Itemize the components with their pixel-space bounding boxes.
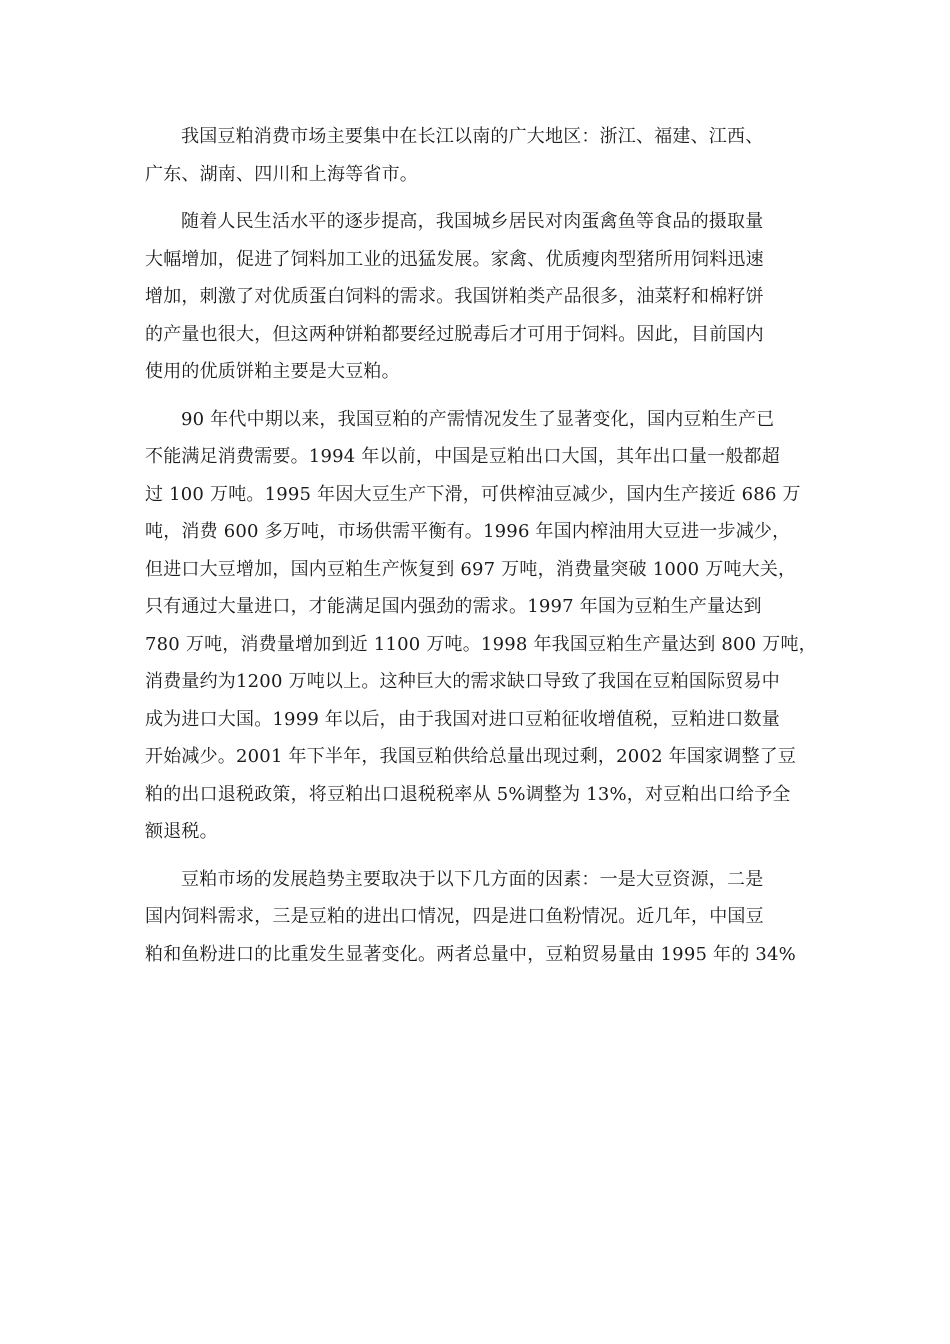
text-line: 广东、湖南、四川和上海等省市。 (145, 163, 418, 185)
text-line: 开始减少。2001 年下半年，我国豆粕供给总量出现过剩，2002 年国家调整了豆 (145, 746, 797, 767)
text-line: 780 万吨，消费量增加到近 1100 万吨。1998 年我国豆粕生产量达到 800 万吨， (145, 633, 817, 655)
text-line: 但进口大豆增加，国内豆粕生产恢复到 697 万吨，消费量突破 1000 万吨大关， (145, 558, 797, 580)
text-line: 过 100 万吨。1995 年因大豆生产下滑，可供榨油豆减少，国内生产接近 686 万 (145, 483, 801, 505)
text-line: 国内饲料需求，三是豆粕的进出口情况，四是进口鱼粉情况。近几年，中国豆 (145, 906, 764, 927)
paragraph-supply-demand-history (145, 401, 817, 851)
text-line: 不能满足消费需要。1994 年以前，中国是豆粕出口大国，其年出口量一般都超 (145, 446, 780, 467)
text-line: 的产量也很大，但这两种饼粕都要经过脱毒后才可用于饲料。因此，目前国内 (145, 323, 764, 345)
text-line: 大幅增加，促进了饲料加工业的迅猛发展。家禽、优质瘦肉型猪所用饲料迅速 (145, 248, 764, 270)
text-line: 粕的出口退税政策，将豆粕出口退税税率从 5%调整为 13%，对豆粕出口给予全 (145, 783, 791, 805)
text-line: 消费量约为1200 万吨以上。这种巨大的需求缺口导致了我国在豆粕国际贸易中 (145, 671, 780, 692)
text-line: 只有通过大量进口，才能满足国内强劲的需求。1997 年国为豆粕生产量达到 (145, 596, 762, 617)
paragraph-market-trend-factors (145, 861, 805, 974)
text-line: 粕和鱼粉进口的比重发生显著变化。两者总量中，豆粕贸易量由 1995 年的 34% (145, 943, 796, 965)
paragraph-feed-demand (145, 203, 805, 391)
text-line: 吨，消费 600 多万吨，市场供需平衡有。1996 年国内榨油用大豆进一步减少， (145, 521, 791, 542)
text-line: 随着人民生活水平的逐步提高，我国城乡居民对肉蛋禽鱼等食品的摄取量 (181, 211, 764, 232)
document-body (145, 118, 817, 983)
text-line: 90 年代中期以来，我国豆粕的产需情况发生了显著变化，国内豆粕生产已 (181, 408, 775, 430)
text-line: 额退税。 (145, 821, 218, 842)
text-line: 成为进口大国。1999 年以后，由于我国对进口豆粕征收增值税，豆粕进口数量 (145, 708, 780, 730)
text-line: 我国豆粕消费市场主要集中在长江以南的广大地区：浙江、福建、江西、 (181, 126, 764, 147)
text-line: 增加，刺激了对优质蛋白饲料的需求。我国饼粕类产品很多，油菜籽和棉籽饼 (145, 286, 764, 307)
text-line: 使用的优质饼粕主要是大豆粕。 (145, 361, 400, 382)
paragraph-consumption-market (145, 118, 805, 193)
text-line: 豆粕市场的发展趋势主要取决于以下几方面的因素：一是大豆资源，二是 (181, 868, 764, 890)
